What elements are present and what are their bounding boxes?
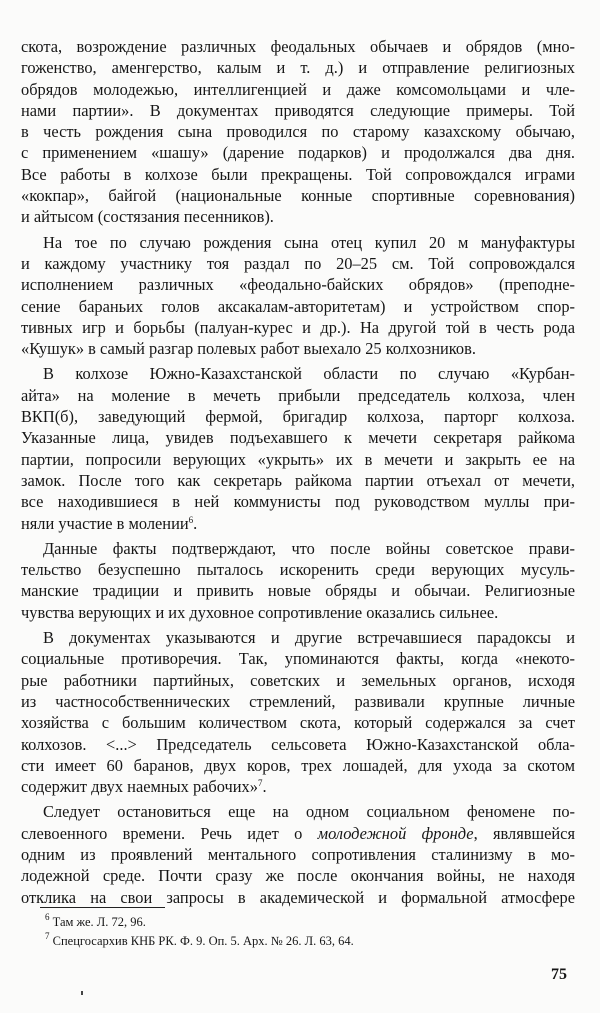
text-line-content: слевоенного времени. Речь идет о xyxy=(21,823,318,843)
text-line-content: няли участие в молении xyxy=(21,513,189,533)
text-line: нами партии». В документах приводятся следующие примеры. Той xyxy=(21,100,575,120)
text-line: социальные противоречия. Так, упоминаются факты, когда «некото- xyxy=(21,649,575,669)
text-line: все находившиеся в ней коммунисты под руководством муллы при- xyxy=(21,492,575,512)
text-line: тивных игр и борьбы (палуан-курес и др.). На другой той в честь рода xyxy=(21,317,575,337)
text-line: исполнением различных «феодально-байских обрядов» (преподне- xyxy=(21,275,575,295)
footnote-text: Там же. Л. 72, 96. xyxy=(52,915,146,929)
text-line-content: , являвшейся xyxy=(473,823,575,843)
text-line: В документах указываются и другие встречавшиеся парадоксы и xyxy=(43,628,575,648)
scan-speck xyxy=(81,991,83,995)
text-line: одним из проявлений ментального сопротивления сталинизму в мо- xyxy=(21,844,575,864)
footnote-mark: 6 xyxy=(188,514,194,525)
text-line: Следует остановиться еще на одном социальном феномене по- xyxy=(43,802,575,822)
text-line xyxy=(21,823,575,844)
paragraph-3 xyxy=(21,363,575,533)
text-line: На тое по случаю рождения сына отец купил 20 м мануфактуры xyxy=(43,232,575,252)
text-line: рые работники партийных, советских и земельных органов, исходя xyxy=(21,670,575,690)
page-number: 75 xyxy=(551,966,567,983)
body-text xyxy=(21,36,575,908)
emphasized-term: молодежной фронде xyxy=(317,823,474,843)
text-line: манские традиции и привить новые обряды и обычаи. Религиозные xyxy=(21,581,575,601)
paragraph-2 xyxy=(21,232,575,360)
text-line: тельство безуспешно пыталось искоренить среди верующих мусуль- xyxy=(21,560,575,580)
text-line: лодежной среде. Почти сразу же после окончания войны, не находя xyxy=(21,866,575,886)
text-line: с применением «шашу» (дарение подарков) и продолжался два дня. xyxy=(21,143,575,163)
text-line: «кокпар», байгой (национальные конные спортивные соревнования) xyxy=(21,186,575,206)
text-line: и каждому участнику тоя раздал по 20–25 см. Той сопровождался xyxy=(21,253,575,273)
footnote-item xyxy=(45,932,565,951)
text-line: сение бараньих голов аксакалам-авторитетам) и устройством спор- xyxy=(21,296,575,316)
text-line: айта» на моление в мечеть прибыли председатель колхоза, член xyxy=(21,385,575,405)
text-line: хозяйства с большим количеством скота, который содержался за счет xyxy=(21,713,575,733)
text-line: «Кушук» в самый разгар полевых работ выехало 25 колхозников. xyxy=(21,339,476,359)
text-line: колхозов. <...> Председатель сельсовета Южно-Казахстанской обла- xyxy=(21,734,575,754)
text-line: из частнособственнических стремлений, развивали крупные личные xyxy=(21,691,575,711)
text-line: Все работы в колхозе были прекращены. Той сопровождался играми xyxy=(21,164,575,184)
text-line: и айтысом (состязания песенников). xyxy=(21,207,274,227)
footnote-mark: 7 xyxy=(45,931,50,941)
paragraph-1 xyxy=(21,36,575,228)
footnote-mark: 7 xyxy=(257,778,263,789)
text-line: гоженство, аменгерство, калым и т. д.) и отправление религиозных xyxy=(21,58,575,78)
text-line: чувства верующих и их духовное сопротивление оказались сильнее. xyxy=(21,602,499,622)
footnote-text: Спецгосархив КНБ РК. Ф. 9. Оп. 5. Арх. № 26. Л. 63, 64. xyxy=(52,934,354,948)
text-line-content: содержит двух наемных рабочих» xyxy=(21,777,258,797)
text-line: В колхозе Южно-Казахстанской области по случаю «Курбан- xyxy=(43,364,575,384)
footnote-item xyxy=(45,913,565,932)
text-line: в честь рождения сына проводился по старому казахскому обычаю, xyxy=(21,122,575,142)
text-line: содержит двух наемных рабочих»$^7$. xyxy=(21,777,267,797)
paragraph-5 xyxy=(21,627,575,797)
paragraph-4 xyxy=(21,538,575,623)
footnote-divider xyxy=(40,907,165,908)
footnote-mark: 6 xyxy=(45,912,50,922)
text-line: ВКП(б), заведующий фермой, бригадир колхоза, парторг колхоза. xyxy=(21,407,575,427)
text-line: Данные факты подтверждают, что после войны советское прави- xyxy=(43,538,575,558)
text-line: замок. После того как секретарь райкома партии отъехал от мечети, xyxy=(21,470,575,490)
text-line: сти имеет 60 баранов, двух коров, трех лошадей, для ухода за скотом xyxy=(21,755,575,775)
text-line: обрядов молодежью, интеллигенцией и даже комсомольцами и чле- xyxy=(21,79,575,99)
text-line: отклика на свои запросы в академической и формальной атмосфере xyxy=(21,887,575,907)
text-line: няли участие в молении$^6$. xyxy=(21,513,198,533)
text-line: партии, попросили верующих «укрыть» их в мечети и закрыть ее на xyxy=(21,449,575,469)
text-line: Указанные лица, увидев подъехавшего к мечети секретаря райкома xyxy=(21,428,575,448)
text-line: скота, возрождение различных феодальных обычаев и обрядов (мно- xyxy=(21,37,575,56)
paragraph-6 xyxy=(21,801,575,907)
footnotes xyxy=(45,913,565,951)
